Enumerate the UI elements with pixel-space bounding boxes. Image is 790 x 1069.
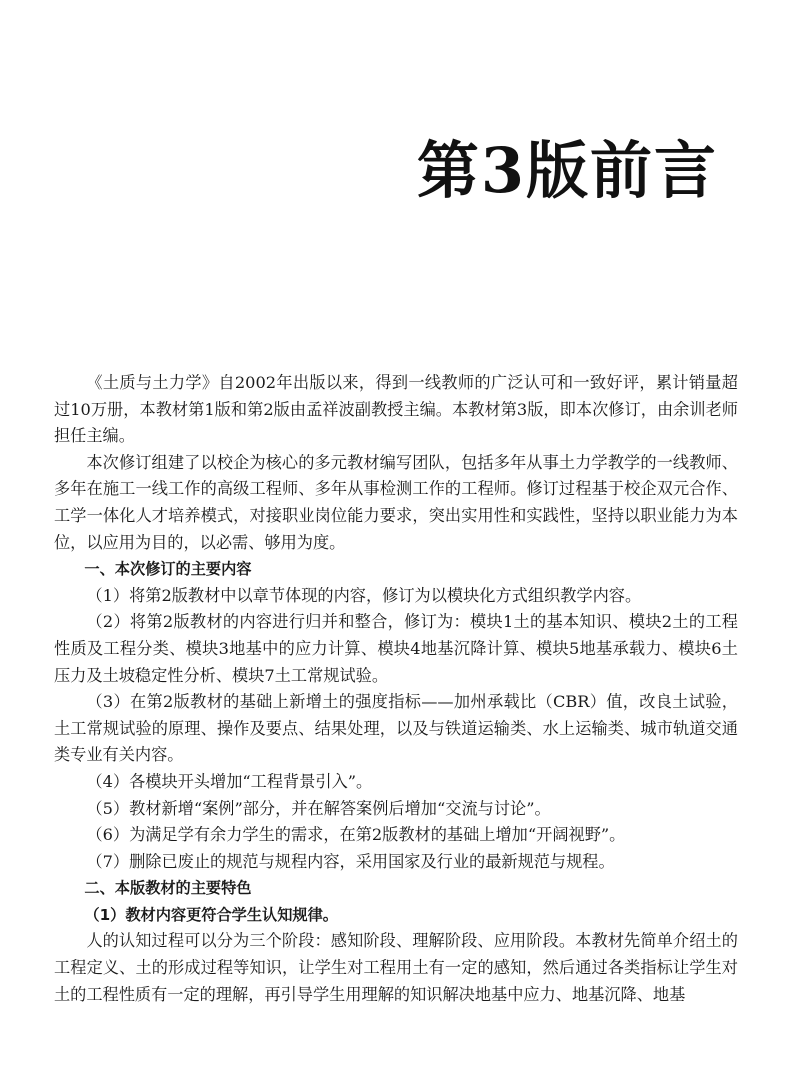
feature-paragraph: 人的认知过程可以分为三个阶段：感知阶段、理解阶段、应用阶段。本教材先简单介绍土的工程定义、土的形成过程等知识，让学生对工程用土有一定的感知，然后通过各类指标让学生对土的工程性质有一定的理解，再引导学生用理解的知识解决地基中应力、地基沉降、地基	[54, 931, 738, 1004]
section-heading-features: 二、本版教材的主要特色	[84, 879, 252, 898]
body-text	[54, 370, 738, 1008]
section-heading-revisions: 一、本次修订的主要内容	[84, 560, 252, 579]
intro-paragraph-2: 本次修订组建了以校企为核心的多元教材编写团队，包括多年从事土力学教学的一线教师、多年在施工一线工作的高级工程师、多年从事检测工作的工程师。修订过程基于校企双元合作、工学一体化人才培养模式，对接职业岗位能力要求，突出实用性和实践性，坚持以职业能力为本位，以应用为目的，以必需、够用为度。	[54, 452, 738, 552]
revision-item: （4）各模块开头增加“工程背景引入”。	[86, 771, 373, 791]
intro-paragraph-1: 《土质与土力学》自2002年出版以来，得到一线教师的广泛认可和一致好评，累计销量超过10万册，本教材第1版和第2版由孟祥波副教授主编。本教材第3版，即本次修订，由余训老师担任主编。	[54, 373, 738, 446]
revision-item: （5）教材新增“案例”部分，并在解答案例后增加“交流与讨论”。	[86, 798, 551, 818]
revision-item: （1）将第2版教材中以章节体现的内容，修订为以模块化方式组织教学内容。	[86, 585, 642, 605]
revision-item: （3）在第2版教材的基础上新增土的强度指标——加州承载比（CBR）值，改良土试验，土工常规试验的原理、操作及要点、结果处理，以及与铁道运输类、水上运输类、城市轨道交通类专业有关内容。	[54, 692, 738, 765]
page-title: 第3版前言	[416, 134, 718, 207]
revision-item: （6）为满足学有余力学生的需求，在第2版教材的基础上增加“开阔视野”。	[86, 825, 626, 845]
feature-subheading: （1）教材内容更符合学生认知规律。	[84, 905, 338, 924]
revision-item: （2）将第2版教材的内容进行归并和整合，修订为：模块1土的基本知识、模块2土的工程性质及工程分类、模块3地基中的应力计算、模块4地基沉降计算、模块5地基承载力、模块6土压力及土坡稳定性分析、模块7土工常规试验。	[54, 612, 738, 685]
revision-item: （7）删除已废止的规范与规程内容，采用国家及行业的最新规范与规程。	[86, 851, 615, 871]
